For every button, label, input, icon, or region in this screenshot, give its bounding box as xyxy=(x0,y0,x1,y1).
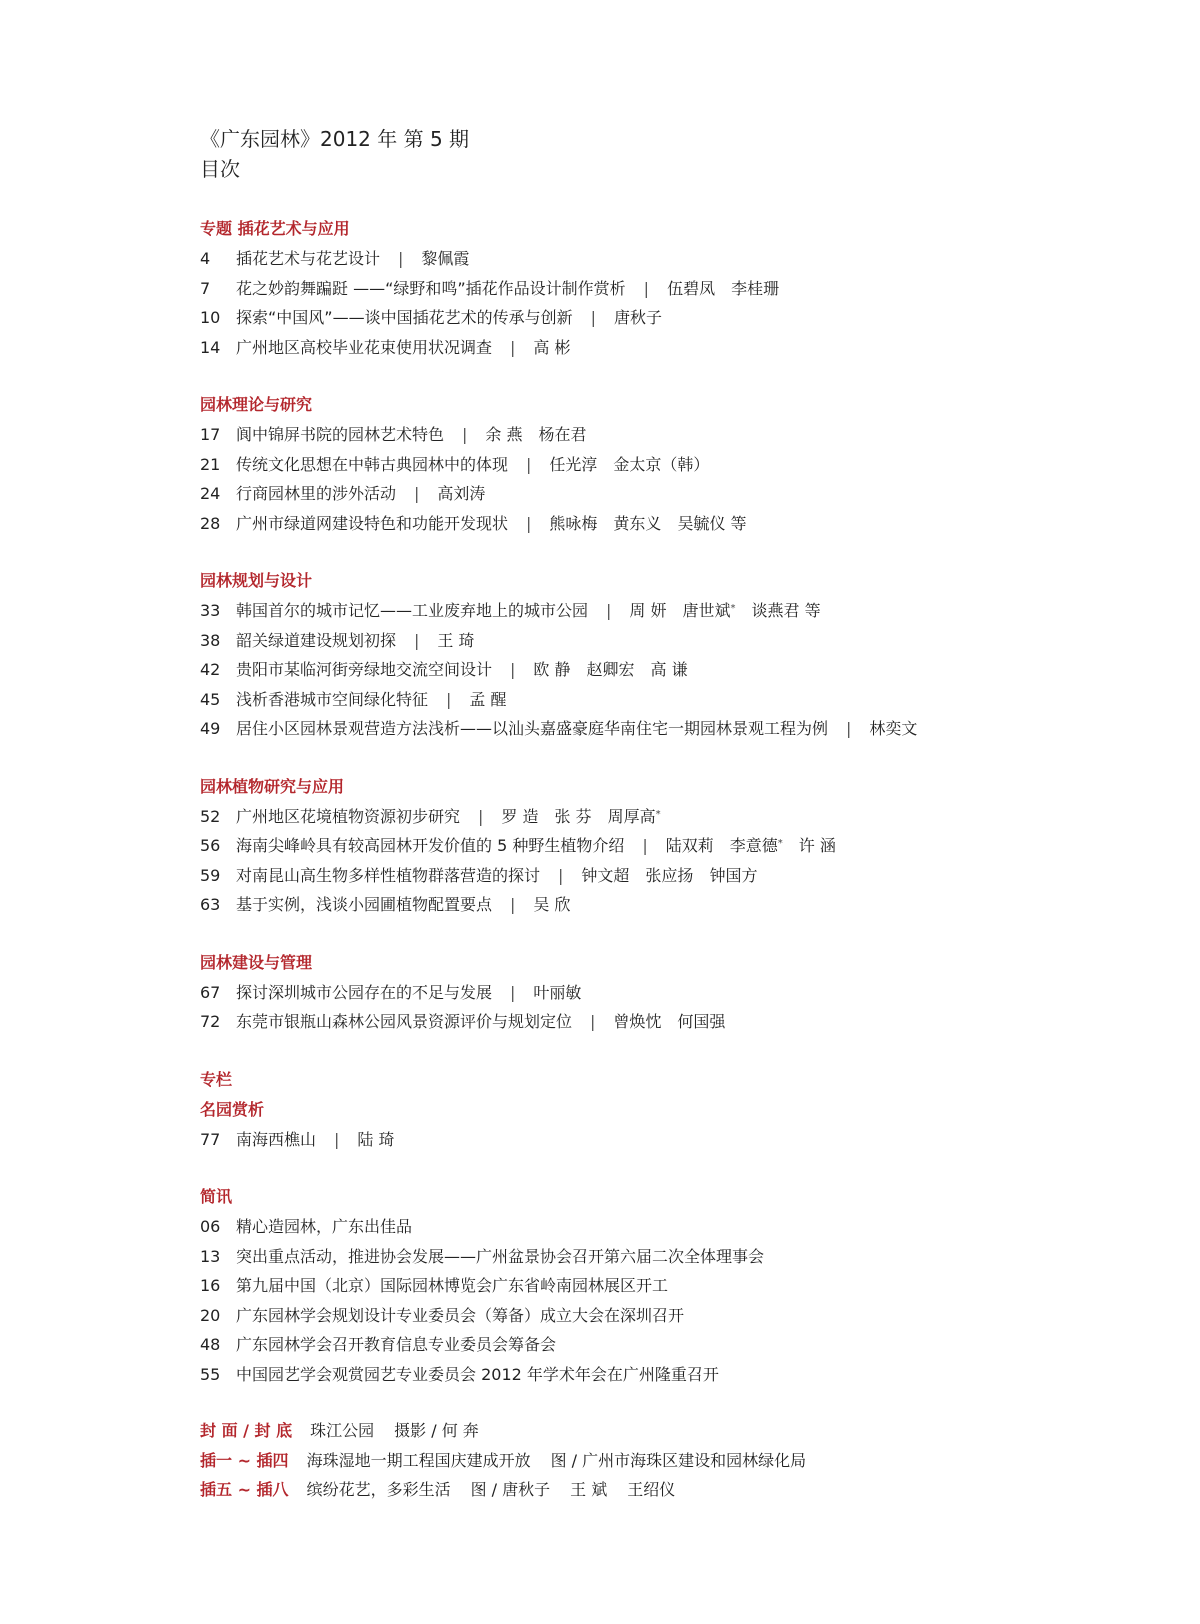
author-asterisk: * xyxy=(655,808,661,820)
author-name: 钟文超 xyxy=(581,865,630,885)
toc-entry xyxy=(200,1360,1120,1390)
author xyxy=(549,450,597,480)
page-number: 48 xyxy=(200,1335,221,1354)
author-name: 李桂珊 xyxy=(731,278,780,298)
page-number: 7 xyxy=(200,278,211,298)
author-name: 叶丽敏 xyxy=(533,982,582,1002)
article-title: 第九届中国（北京）国际园林博览会广东省岭南园林展区开工 xyxy=(236,1276,669,1295)
author-name: 杨在君 xyxy=(538,425,587,444)
article-title: 广州地区高校毕业花束使用状况调查 xyxy=(236,337,493,357)
author xyxy=(667,274,715,304)
author-name: 吴毓仪 等 xyxy=(677,513,747,533)
author-name: 何国强 xyxy=(677,1012,726,1031)
credit-text: 摄影 / 何 奔 xyxy=(394,1421,479,1440)
header xyxy=(200,124,469,184)
article-title: 探讨深圳城市公园存在的不足与发展 xyxy=(236,982,493,1002)
section-title: 专栏 xyxy=(200,1069,233,1089)
author xyxy=(587,655,635,685)
toc-entry xyxy=(200,714,1120,744)
article-title: 基于实例，浅谈小园圃植物配置要点 xyxy=(236,895,493,914)
author xyxy=(533,655,570,685)
separator: | xyxy=(846,719,852,738)
page-number: 38 xyxy=(200,630,221,650)
image-credits xyxy=(200,1416,826,1505)
author xyxy=(613,1007,661,1037)
author-name: 李意德 xyxy=(729,836,778,855)
separator: | xyxy=(462,425,468,444)
section-title: 园林植物研究与应用 xyxy=(200,776,345,796)
author xyxy=(869,714,917,744)
page-number: 20 xyxy=(200,1305,221,1325)
author-name: 吴 欣 xyxy=(533,895,571,914)
toc-section xyxy=(200,214,1120,362)
toc-entry xyxy=(200,420,1120,450)
page-number: 72 xyxy=(200,1012,221,1031)
author xyxy=(485,420,522,450)
author xyxy=(501,802,538,832)
article-title: 海南尖峰岭具有较高园林开发价值的 5 种野生植物介绍 xyxy=(236,836,625,855)
article-title: 贵阳市某临河街旁绿地交流空间设计 xyxy=(236,660,493,679)
author-name: 唐秋子 xyxy=(613,308,662,327)
author xyxy=(437,479,485,509)
separator: | xyxy=(643,278,650,298)
toc-entry xyxy=(200,1212,1120,1242)
section-title: 专题 插花艺术与应用 xyxy=(200,219,350,238)
author-name: 唐世斌 xyxy=(682,601,731,620)
page-number: 42 xyxy=(200,660,221,679)
page-number: 63 xyxy=(200,895,221,914)
author-name: 许 涵 xyxy=(798,836,836,855)
author-name: 伍碧凤 xyxy=(667,278,716,298)
page-number: 49 xyxy=(200,719,221,738)
toc-entry xyxy=(200,333,1120,363)
author-name: 张应扬 xyxy=(645,865,694,885)
separator: | xyxy=(526,454,532,474)
author-name: 陆双莉 xyxy=(665,836,714,855)
toc-section xyxy=(200,1182,1120,1389)
author-name: 任光淳 xyxy=(549,454,598,474)
page-number: 17 xyxy=(200,425,221,444)
author-name: 高 谦 xyxy=(650,660,688,679)
toc-entry xyxy=(200,479,1120,509)
author-name: 余 燕 xyxy=(485,425,523,444)
separator: | xyxy=(398,249,404,268)
author-asterisk: * xyxy=(777,838,783,849)
toc-entry xyxy=(200,1301,1120,1331)
author-name: 周 妍 xyxy=(629,601,667,620)
author xyxy=(799,831,836,861)
author xyxy=(666,831,714,861)
toc-entry xyxy=(200,890,1120,920)
separator: | xyxy=(510,337,516,357)
toc-entry xyxy=(200,861,1120,891)
article-title: 南海西樵山 xyxy=(236,1129,317,1149)
toc-entry xyxy=(200,274,1120,304)
author xyxy=(549,509,597,539)
author-name: 高 彬 xyxy=(533,337,571,357)
article-title: 浅析香港城市空间绿化特征 xyxy=(236,689,429,709)
article-title: 阆中锦屏书院的园林艺术特色 xyxy=(236,425,445,444)
separator: | xyxy=(590,1012,596,1031)
author xyxy=(613,450,709,480)
section-title: 简讯 xyxy=(200,1187,233,1206)
toc-section xyxy=(200,948,1120,1037)
credit-text: 图 / 广州市海珠区建设和园林绿化局 xyxy=(550,1450,807,1470)
toc-entry xyxy=(200,685,1120,715)
page-number: 21 xyxy=(200,454,221,474)
author xyxy=(421,244,469,274)
author-name: 罗 造 xyxy=(501,806,539,826)
page-number: 10 xyxy=(200,308,221,327)
author xyxy=(730,831,783,861)
credit-text: 王绍仪 xyxy=(627,1480,676,1499)
author xyxy=(614,303,662,333)
page-number: 59 xyxy=(200,865,221,885)
author xyxy=(469,685,506,715)
author-name: 赵卿宏 xyxy=(586,660,635,679)
author-name: 欧 静 xyxy=(533,660,571,679)
author xyxy=(533,978,581,1008)
author-name: 金太京（韩） xyxy=(613,454,710,474)
page-number: 24 xyxy=(200,484,221,503)
credit-line xyxy=(200,1416,826,1446)
toc-section xyxy=(200,390,1120,538)
journal-title: 《广东园林》2012 年 第 5 期 xyxy=(200,127,470,151)
author xyxy=(629,596,666,626)
page-number: 55 xyxy=(200,1364,221,1384)
author-name: 周厚高 xyxy=(607,806,656,826)
article-title: 广州市绿道网建设特色和功能开发现状 xyxy=(236,513,509,533)
author-name: 孟 醒 xyxy=(469,689,507,709)
page-number: 28 xyxy=(200,513,221,533)
author xyxy=(709,861,757,891)
credit-text: 海珠湿地一期工程国庆建成开放 xyxy=(306,1450,531,1470)
toc-entry xyxy=(200,978,1120,1008)
article-title: 精心造园林，广东出佳品 xyxy=(236,1217,413,1236)
section-title: 园林规划与设计 xyxy=(200,571,313,590)
credit-line xyxy=(200,1475,826,1505)
toc-label: 目次 xyxy=(200,157,240,181)
page-number: 67 xyxy=(200,982,221,1002)
author-name: 高刘涛 xyxy=(437,484,486,503)
article-title: 广东园林学会规划设计专业委员会（筹备）成立大会在深圳召开 xyxy=(236,1305,685,1325)
page-number: 77 xyxy=(200,1129,221,1149)
section-subtitle: 名园赏析 xyxy=(200,1099,265,1119)
credit-line xyxy=(200,1446,826,1476)
author xyxy=(613,509,661,539)
author xyxy=(645,861,693,891)
toc-entry xyxy=(200,1007,1120,1037)
article-title: 插花艺术与花艺设计 xyxy=(236,249,381,268)
toc-entry xyxy=(200,626,1120,656)
page-number: 06 xyxy=(200,1217,221,1236)
separator: | xyxy=(414,630,420,650)
toc-section xyxy=(200,566,1120,744)
separator: | xyxy=(526,513,532,533)
author-asterisk: * xyxy=(730,603,736,614)
toc-entry xyxy=(200,303,1120,333)
separator: | xyxy=(510,895,516,914)
page-number: 4 xyxy=(200,249,211,268)
article-title: 传统文化思想在中韩古典园林中的体现 xyxy=(236,454,509,474)
toc-section xyxy=(200,772,1120,920)
credit-text: 王 斌 xyxy=(570,1480,608,1499)
toc-entry xyxy=(200,1330,1120,1360)
page-number: 45 xyxy=(200,689,221,709)
article-title: 东莞市银瓶山森林公园风景资源评价与规划定位 xyxy=(236,1012,573,1031)
separator: | xyxy=(510,982,516,1002)
separator: | xyxy=(642,836,648,855)
article-title: 探索“中国风”——谈中国插花艺术的传承与创新 xyxy=(236,308,573,327)
article-title: 花之妙韵舞蹁跹 ——“绿野和鸣”插花作品设计制作赏析 xyxy=(236,278,626,298)
separator: | xyxy=(334,1129,340,1149)
separator: | xyxy=(446,689,452,709)
toc-entry xyxy=(200,509,1120,539)
author xyxy=(677,1007,725,1037)
author xyxy=(533,333,570,363)
credit-text: 图 / 唐秋子 xyxy=(470,1480,551,1499)
article-title: 居住小区园林景观营造方法浅析——以汕头嘉盛豪庭华南住宅一期园林景观工程为例 xyxy=(236,719,829,738)
page-number: 56 xyxy=(200,836,221,855)
author-name: 陆 琦 xyxy=(357,1129,395,1149)
author xyxy=(608,802,661,832)
toc-section xyxy=(200,1065,1120,1155)
author xyxy=(752,596,821,626)
credit-text: 珠江公园 xyxy=(310,1421,375,1440)
author xyxy=(677,509,746,539)
author xyxy=(539,420,587,450)
separator: | xyxy=(558,865,564,885)
separator: | xyxy=(606,601,612,620)
page-number: 52 xyxy=(200,806,221,826)
section-title: 园林理论与研究 xyxy=(200,395,313,414)
article-title: 中国园艺学会观赏园艺专业委员会 2012 年学术年会在广州隆重召开 xyxy=(236,1364,719,1384)
toc-entry xyxy=(200,831,1120,861)
author-name: 王 琦 xyxy=(437,630,475,650)
article-title: 突出重点活动，推进协会发展——广州盆景协会召开第六届二次全体理事会 xyxy=(236,1246,765,1266)
author xyxy=(533,890,570,920)
toc-entry xyxy=(200,596,1120,626)
author-name: 钟国方 xyxy=(709,865,758,885)
article-title: 广东园林学会召开教育信息专业委员会筹备会 xyxy=(236,1335,557,1354)
author-name: 黄东义 xyxy=(613,513,662,533)
article-title: 广州地区花境植物资源初步研究 xyxy=(236,806,461,826)
separator: | xyxy=(590,308,596,327)
author-name: 黎佩霞 xyxy=(421,249,470,268)
author xyxy=(731,274,779,304)
author-name: 曾焕忱 xyxy=(613,1012,662,1031)
author xyxy=(357,1125,394,1155)
credit-label: 封 面 / 封 底 xyxy=(200,1421,293,1440)
author-name: 林奕文 xyxy=(869,719,918,738)
page-number: 33 xyxy=(200,601,221,620)
page-number: 13 xyxy=(200,1246,221,1266)
author xyxy=(581,861,629,891)
page-number: 14 xyxy=(200,337,221,357)
credit-label: 插五 ~ 插八 xyxy=(200,1480,289,1499)
credit-text: 缤纷花艺，多彩生活 xyxy=(306,1480,451,1499)
author xyxy=(555,802,592,832)
separator: | xyxy=(478,806,484,826)
article-title: 韩国首尔的城市记忆——工业废弃地上的城市公园 xyxy=(236,601,589,620)
section-title: 园林建设与管理 xyxy=(200,952,313,972)
toc-entry xyxy=(200,1242,1120,1272)
author-name: 张 芬 xyxy=(554,806,592,826)
author-name: 熊咏梅 xyxy=(549,513,598,533)
author xyxy=(437,626,474,656)
toc-sections xyxy=(200,214,1120,1417)
toc-entry xyxy=(200,244,1120,274)
author-name: 谈燕君 等 xyxy=(751,601,821,620)
page-number: 16 xyxy=(200,1276,221,1295)
toc-entry xyxy=(200,655,1120,685)
article-title: 韶关绿道建设规划初探 xyxy=(236,630,397,650)
article-title: 对南昆山高生物多样性植物群落营造的探讨 xyxy=(236,865,541,885)
separator: | xyxy=(414,484,420,503)
toc-entry xyxy=(200,450,1120,480)
author xyxy=(651,655,688,685)
toc-entry xyxy=(200,802,1120,832)
author xyxy=(683,596,736,626)
credit-label: 插一 ~ 插四 xyxy=(200,1450,289,1470)
toc-entry xyxy=(200,1125,1120,1155)
article-title: 行商园林里的涉外活动 xyxy=(236,484,397,503)
separator: | xyxy=(510,660,516,679)
toc-entry xyxy=(200,1271,1120,1301)
